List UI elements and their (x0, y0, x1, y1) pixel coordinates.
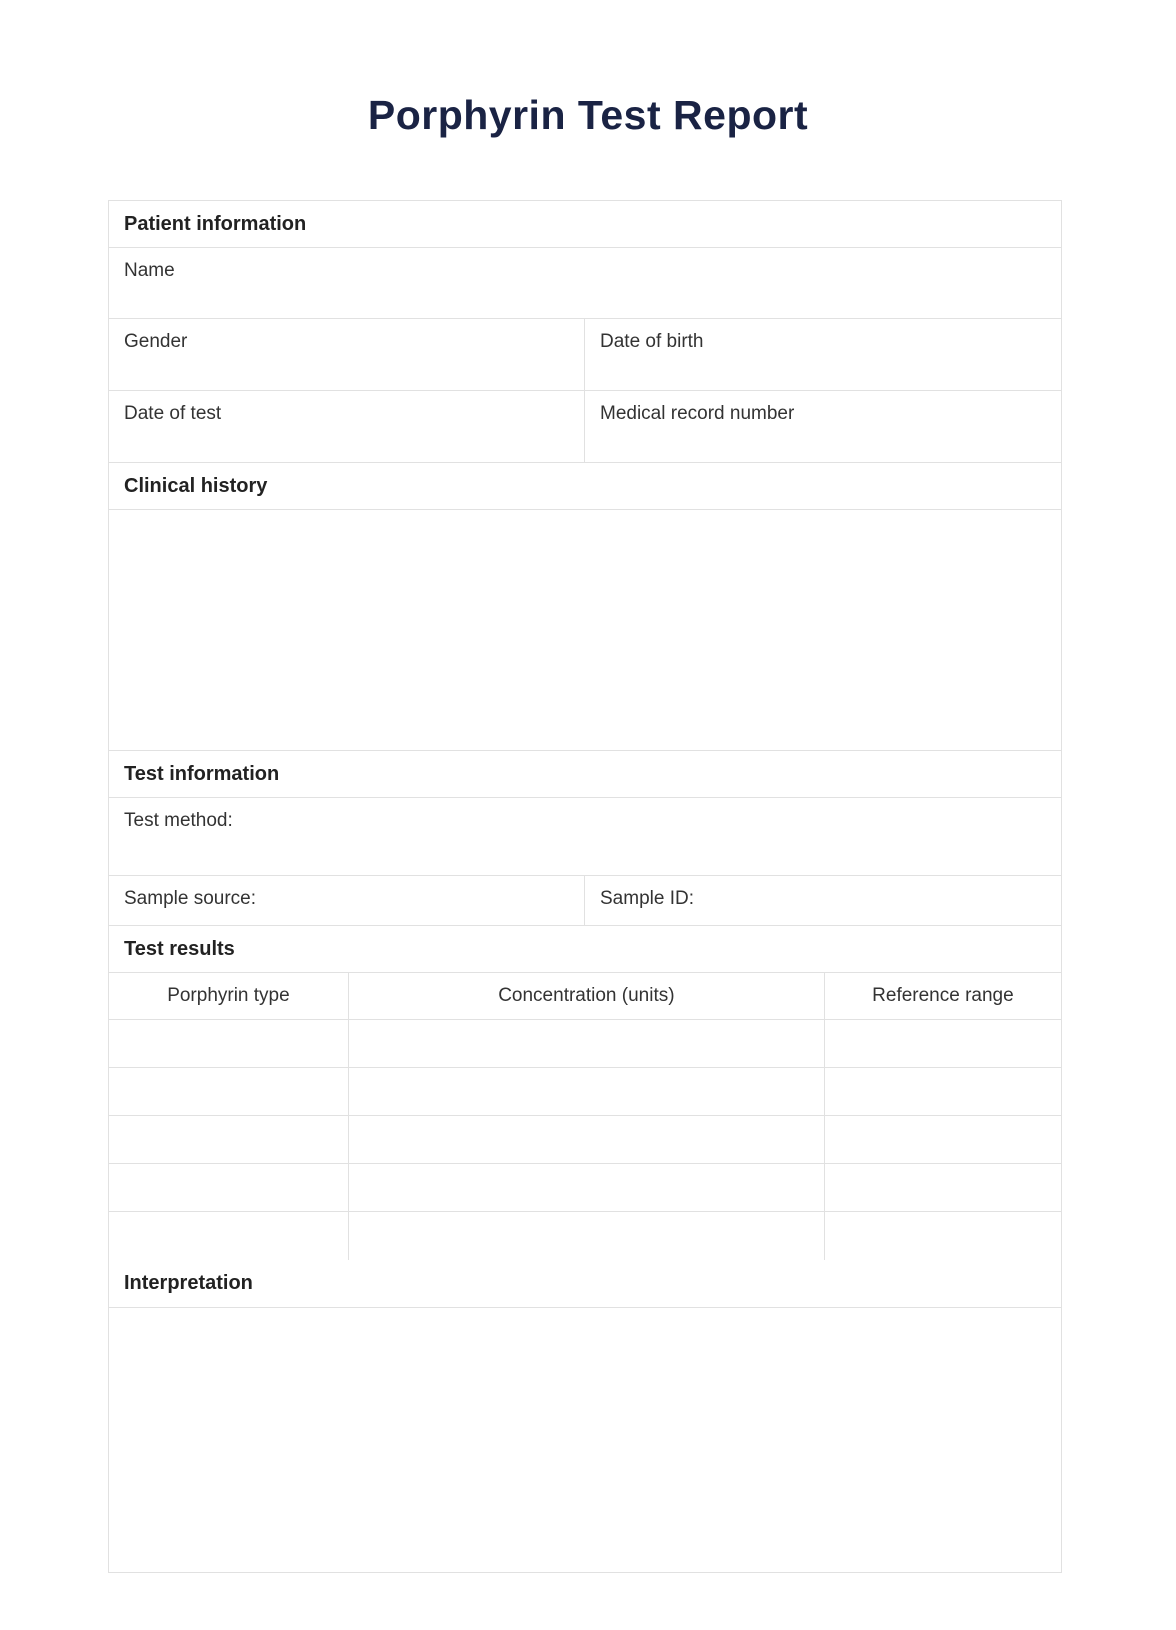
result-porphyrin-type-cell[interactable] (109, 1164, 349, 1211)
clinical-history-header: Clinical history (124, 474, 268, 497)
sample-source-field[interactable] (109, 876, 585, 925)
name-field-row (109, 248, 1061, 319)
column-header-reference-range: Reference range (872, 985, 1014, 1006)
test-results-header: Test results (124, 937, 235, 960)
results-table-row (109, 1068, 1061, 1116)
gender-label: Gender (124, 331, 188, 352)
column-header-porphyrin-type: Porphyrin type (109, 973, 349, 1019)
results-table-row (109, 1020, 1061, 1068)
results-empty-rows (109, 1020, 1061, 1260)
sample-id-label: Sample ID: (600, 888, 694, 909)
test-method-label: Test method: (124, 810, 233, 831)
result-reference-range-cell[interactable] (825, 1116, 1061, 1163)
date-of-birth-field[interactable] (585, 319, 1061, 390)
test-method-field[interactable] (109, 798, 1061, 875)
interpretation-header: Interpretation (124, 1272, 253, 1294)
test-information-header: Test information (124, 762, 280, 785)
sample-source-label: Sample source: (124, 888, 257, 909)
date-of-test-label: Date of test (124, 403, 222, 424)
result-porphyrin-type-cell[interactable] (109, 1212, 349, 1260)
name-field[interactable] (109, 248, 1061, 318)
sample-id-field[interactable] (585, 876, 1061, 925)
patient-information-header-row (109, 201, 1061, 248)
results-table-row (109, 1212, 1061, 1260)
date-of-birth-label: Date of birth (600, 331, 704, 352)
date-of-test-field[interactable] (109, 391, 585, 462)
sample-row (109, 876, 1061, 926)
test-method-row (109, 798, 1061, 876)
result-porphyrin-type-cell[interactable] (109, 1116, 349, 1163)
result-porphyrin-type-cell[interactable] (109, 1068, 349, 1115)
clinical-history-header-row (109, 463, 1061, 510)
results-table-row (109, 1116, 1061, 1164)
test-results-header-row (109, 926, 1061, 973)
interpretation-field[interactable] (109, 1308, 1061, 1572)
gender-field[interactable] (109, 319, 585, 390)
result-concentration-cell[interactable] (349, 1068, 825, 1115)
interpretation-header-row (109, 1260, 1061, 1308)
result-concentration-cell[interactable] (349, 1020, 825, 1067)
clinical-history-field[interactable] (109, 510, 1061, 751)
name-label: Name (124, 260, 175, 281)
result-concentration-cell[interactable] (349, 1164, 825, 1211)
result-reference-range-cell[interactable] (825, 1068, 1061, 1115)
test-date-mrn-row (109, 391, 1061, 463)
result-concentration-cell[interactable] (349, 1116, 825, 1163)
results-column-header-row (109, 973, 1061, 1020)
result-reference-range-cell[interactable] (825, 1212, 1061, 1260)
page-title: Porphyrin Test Report (367, 92, 809, 138)
report-form (108, 200, 1062, 1573)
medical-record-number-label: Medical record number (600, 403, 795, 424)
patient-information-header: Patient information (124, 212, 307, 235)
result-reference-range-cell[interactable] (825, 1164, 1061, 1211)
result-porphyrin-type-cell[interactable] (109, 1020, 349, 1067)
medical-record-number-field[interactable] (585, 391, 1061, 462)
result-reference-range-cell[interactable] (825, 1020, 1061, 1067)
test-information-header-row (109, 751, 1061, 798)
result-concentration-cell[interactable] (349, 1212, 825, 1260)
column-header-concentration: Concentration (units) (349, 973, 825, 1019)
gender-dob-row (109, 319, 1061, 391)
results-table-row (109, 1164, 1061, 1212)
